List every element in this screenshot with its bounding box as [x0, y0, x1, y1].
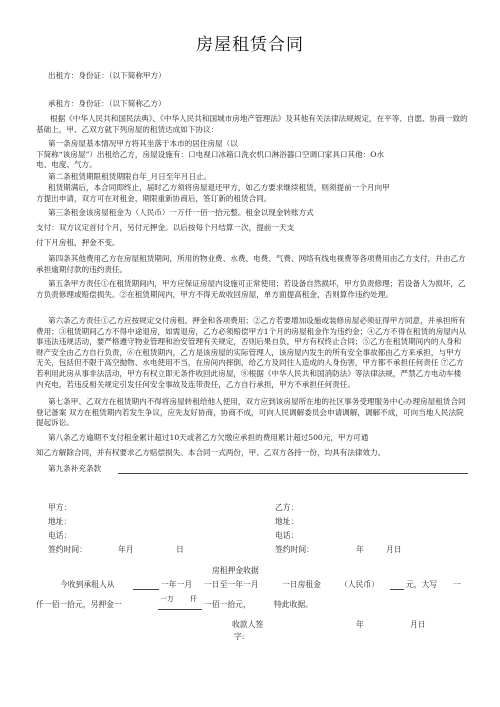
receipt-period-end: 一日至一年一月	[204, 580, 259, 589]
party-a-address: 地址：	[48, 517, 72, 526]
article-1-line-3: 电、电度、气方。	[36, 160, 97, 169]
party-b-year: 年	[356, 545, 364, 554]
payee-signature-label-2: 字:	[234, 632, 245, 641]
receipt-currency: （人民币）	[340, 580, 379, 589]
receipt-tenant-blank	[133, 580, 159, 590]
receipt-line-2-mid: 一佰一拾元，	[204, 600, 251, 609]
receipt-closing: 特此收据。	[274, 600, 313, 609]
receipt-amount-blank	[390, 580, 404, 590]
party-b-label: 乙方：	[275, 503, 299, 512]
receipt-dash: 一	[453, 580, 461, 589]
receipt-title: 房租押金收据	[212, 566, 259, 575]
article-6: 第六条乙方责任①乙方应按规定交付房租、押金和各项费用；②乙方若要增加设施或装修房屋必须征得甲方同意，并承担所有费用；③租赁期间乙方不得中途退房，如需退房，乙方必须赔偿甲方1个月的房屋租金作为违约金；④乙方不得在租赁的房屋内从事违法违规活动，要严格遵守物业管理和治安管理有关规定，否则后果自负，甲方有权终止合同；⑤乙方在租赁期间内的人身和财产安全由乙方自行负责，⑥在租赁期内，乙方是该房屋的实际管理人，该房屋内发生的所有安全事故都由乙方来承担，与甲方无关，包括但不限于高空抛物、水电使用不当，在房间内摔倒，给乙方及同住人造成的人身伤害，甲方都不承担任何责任 ⑦乙方若利用此房从事非法活动，甲方有权立即无条件收回此房屋，⑧根据《中华人民共和国消防法》等法律法规，严禁乙方电动车楼内充电，若违反相关规定引发任何安全事故及连带责任，乙方自行承担，甲方不承担任何责任。	[36, 316, 467, 389]
article-4: 第四条其他费用乙方在房屋租赁期间，所用的物业费、水费、电费、气费、网络有线电视费等各项费用由乙方支付，并由乙方承担逾期付款的违约责任。	[36, 254, 466, 274]
article-7: 第七条甲、乙双方在租赁期内不得将房屋转租给他人使用，双方应到该房屋所在地的社区事务受理服务中心办理房屋租赁合同登记备案 双方在租赁期内若发生争议，应先友好协商，协商不成，可向人民调解委员会申请调解，调解不成，可向当地人民法院提起诉讼。	[36, 397, 466, 428]
article-2-line-2: 租赁期满后，本合同即终止，届时乙方须将房屋退还甲方，如乙方要求继续租赁，则须提前一个月向甲	[48, 183, 390, 192]
article-3-line-2: 支付：双方议定首付个月，另付元押金。以后按每个月结算一次，提前一天支	[36, 223, 295, 232]
supplementary-terms-blank	[118, 473, 468, 474]
party-b-sign-date: 签约时间：	[275, 545, 314, 554]
party-b-phone: 电话：	[275, 531, 299, 540]
preamble: 根据《中华人民共和国民法典》、《中华人民共和国城市房地产管理法》及其他有关法律法规规定，在平等、自愿、协商一致的基础上，甲、乙双方就下列房屋的租赁达成如下协议：	[36, 114, 468, 134]
party-b-month-day: 月日	[386, 545, 402, 554]
receipt-line-1-start: 今收到承租人从	[60, 580, 115, 589]
party-a-phone: 电话：	[48, 531, 72, 540]
party-a-label: 甲方：	[48, 503, 72, 512]
receipt-qian: 仟	[190, 595, 197, 603]
article-2-line-1: 第二条租赁期限租赁期限自年_月日至年月日止。	[48, 172, 212, 181]
party-b-address: 地址：	[275, 517, 299, 526]
receipt-deposit-blank	[158, 600, 202, 610]
receipt-wan: 一万	[160, 595, 174, 603]
party-a-sign-date: 签约时间：	[48, 545, 87, 554]
article-1-line-1: 第一条房屋基本情况甲方将其坐落于本市的居住房屋（以	[48, 139, 238, 148]
receipt-year: 年	[356, 620, 364, 629]
article-3-line-1: 第三条租金该房屋租金为（人民币）一万仟一佰一拾元整。租金以现金转账方式	[48, 208, 314, 217]
receipt-rent-label: 一日房租金	[282, 580, 321, 589]
receipt-line-2-start: 仟一佰一拾元，另押金一	[36, 600, 122, 609]
payee-signature-label: 收款人签	[232, 620, 264, 629]
article-1-line-2: 下简称“该房屋”）出租给乙方，房屋设施有：口电视口冰箱口洗衣机口淋浴器口空调口家具口其他：O水	[36, 150, 385, 159]
article-8-line-1: 第八条乙方逾期不支付租金累计超过10天或者乙方欠缴应承担的费用累计超过500元，甲方可通	[48, 433, 369, 442]
receipt-capital-label: 元，大写	[406, 580, 438, 589]
party-a-year-month: 年月	[118, 545, 134, 554]
article-9-label: 第九条补充条款	[48, 464, 102, 473]
receipt-month-day: 月日	[410, 620, 426, 629]
article-8-line-2: 知乙方解除合同，并有权要求乙方赔偿损失。本合同一式两份，甲、乙双方各持一份，均具有法律效力。	[36, 448, 386, 457]
receipt-period-start: 一年一月	[161, 580, 193, 589]
lessor-line: 出租方：身份证：（以下简称甲方）	[48, 71, 166, 80]
article-5: 第五条甲方责任①在租赁期间内，甲方应保证房屋内设施可正常使用；若设备自然损坏，甲方负责修理；若设备人为损坏，乙方负责修理或赔偿损失。②在租赁期间内，甲方不得无故收回房屋，单方面提高租金，否则算作违约处理。	[36, 279, 466, 299]
document-title: 房屋租赁合同	[196, 35, 304, 55]
article-3-line-3: 付下月房租，押金不变。	[36, 238, 120, 247]
lessee-line: 承租方：身份证：（以下简称乙方）	[48, 99, 166, 108]
party-a-day: 日	[176, 545, 184, 554]
article-2-line-3: 方提出申请，双方可在对租金、期限重新协商后，签订新的租赁合同。	[36, 194, 272, 203]
